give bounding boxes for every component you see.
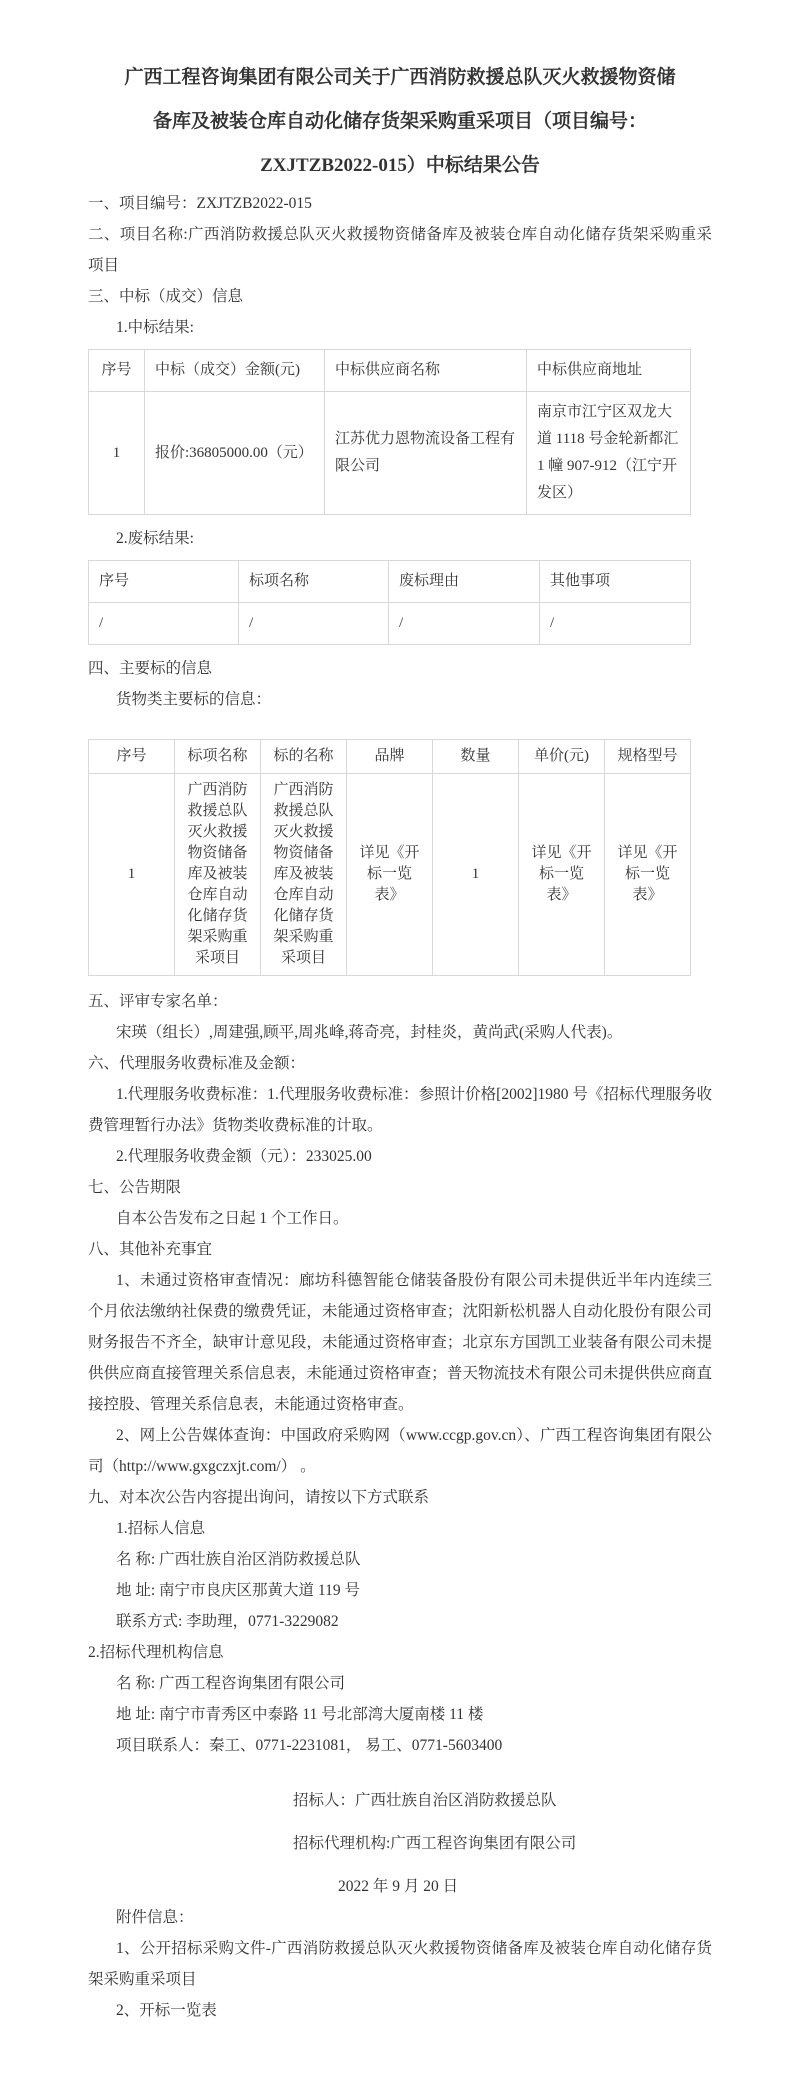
- section-other-heading: 八、其他补充事宜: [88, 1241, 213, 1258]
- goods-header-brand: 品牌: [347, 740, 433, 774]
- award-result-label: 1.中标结果:: [116, 319, 194, 336]
- table-row: [89, 603, 691, 645]
- award-cell-supplier: 江苏优力恩物流设备工程有限公司: [325, 392, 527, 515]
- other-item-qualification: 1、未通过资格审查情况：廊坊科德智能仓储装备股份有限公司未提供近半年内连续三个月依法缴纳社保费的缴费凭证，未能通过资格审查；沈阳新松机器人自动化股份有限公司财务报告不齐全，缺审计意见段，未能通过资格审查；北京东方国凯工业装备有限公司未提供供应商直接管理关系信息表，未能通过资格审查；普天物流技术有限公司未提供供应商直接控股、管理关系信息表，未能通过资格审查。: [88, 1272, 712, 1413]
- section-notice-period-heading: 七、公告期限: [88, 1179, 182, 1196]
- goods-cell-unit-price: 详见《开标一览表》: [519, 774, 605, 976]
- section-project-name: 二、项目名称:广西消防救援总队灭火救援物资储备库及被装仓库自动化储存货架采购重采项目: [88, 226, 712, 274]
- goods-cell-lot-name: 广西消防救援总队灭火救援物资储备库及被装仓库自动化储存货架采购重采项目: [175, 774, 261, 976]
- bidder-name: 名 称: 广西壮族自治区消防救援总队: [116, 1551, 361, 1568]
- rejected-header-other: 其他事项: [540, 561, 691, 603]
- agency-fee-standard: 1.代理服务收费标准：1.代理服务收费标准：参照计价格[2002]1980 号《招标代理服务收费管理暂行办法》货物类收费标准的计取。: [88, 1086, 712, 1134]
- award-result-table: [88, 349, 691, 515]
- bidder-info-label: 1.招标人信息: [116, 1520, 206, 1537]
- goods-header-spec: 规格型号: [605, 740, 691, 774]
- table-header-row: [89, 350, 691, 392]
- notice-period-text: 自本公告发布之日起 1 个工作日。: [116, 1210, 349, 1227]
- rejected-cell-item: /: [239, 603, 389, 645]
- attachment-item-1: 1、公开招标采购文件-广西消防救援总队灭火救援物资储备库及被装仓库自动化储存货架采购重采项目: [88, 1940, 712, 1988]
- attachment-item-2: 2、开标一览表: [116, 2002, 217, 2019]
- rejected-header-seq: 序号: [89, 561, 239, 603]
- signature-block: [88, 1785, 712, 1902]
- goods-cell-subject-name: 广西消防救援总队灭火救援物资储备库及被装仓库自动化储存货架采购重采项目: [261, 774, 347, 976]
- table-row: [89, 774, 691, 976]
- rejected-cell-seq: /: [89, 603, 239, 645]
- agency-fee-amount: 2.代理服务收费金额（元）：233025.00: [116, 1148, 372, 1165]
- rejected-result-table: [88, 560, 691, 645]
- award-cell-amount: 报价:36805000.00（元）: [145, 392, 325, 515]
- rejected-result-label: 2.废标结果:: [116, 530, 194, 547]
- table-row: [89, 392, 691, 515]
- goods-subject-label: 货物类主要标的信息：: [116, 691, 272, 708]
- section-experts-heading: 五、评审专家名单：: [88, 993, 228, 1010]
- section-award-info-heading: 三、中标（成交）信息: [88, 288, 244, 305]
- goods-header-quantity: 数量: [433, 740, 519, 774]
- goods-subject-table: [88, 739, 691, 976]
- award-header-supplier: 中标供应商名称: [325, 350, 527, 392]
- experts-list: 宋瑛（组长）,周建强,顾平,周兆峰,蒋奇亮，封桂炎，黄尚武(采购人代表)。: [116, 1024, 623, 1041]
- page-title: 广西工程咨询集团有限公司关于广西消防救援总队灭火救援物资储备库及被装仓库自动化储存货架采购重采项目（项目编号：ZXJTZB2022-015）中标结果公告: [124, 67, 676, 176]
- attachments-heading: 附件信息：: [116, 1909, 194, 1926]
- goods-header-lot-name: 标项名称: [175, 740, 261, 774]
- goods-cell-brand: 详见《开标一览表》: [347, 774, 433, 976]
- award-header-amount: 中标（成交）金额(元): [145, 350, 325, 392]
- section-main-subject-heading: 四、主要标的信息: [88, 660, 213, 677]
- award-cell-seq: 1: [89, 392, 145, 515]
- goods-cell-quantity: 1: [433, 774, 519, 976]
- goods-cell-seq: 1: [89, 774, 175, 976]
- rejected-cell-other: /: [540, 603, 691, 645]
- bidder-contact: 联系方式: 李助理，0771-3229082: [116, 1613, 339, 1630]
- rejected-header-reason: 废标理由: [389, 561, 540, 603]
- section-agency-fee-heading: 六、代理服务收费标准及金额：: [88, 1055, 306, 1072]
- goods-header-seq: 序号: [89, 740, 175, 774]
- award-header-address: 中标供应商地址: [527, 350, 691, 392]
- agency-name: 名 称: 广西工程咨询集团有限公司: [116, 1675, 346, 1692]
- goods-cell-spec: 详见《开标一览表》: [605, 774, 691, 976]
- award-cell-address: 南京市江宁区双龙大道 1118 号金轮新都汇 1 幢 907-912（江宁开发区）: [527, 392, 691, 515]
- agency-contact: 项目联系人：秦工、0771-2231081， 易工、0771-5603400: [116, 1737, 503, 1754]
- other-item-media: 2、网上公告媒体查询：中国政府采购网（www.ccgp.gov.cn）、广西工程咨询集团有限公司（http://www.gxgczxjt.com/） 。: [88, 1427, 712, 1475]
- bidder-address: 地 址: 南宁市良庆区那黄大道 119 号: [116, 1582, 360, 1599]
- table-header-row: [89, 561, 691, 603]
- goods-header-unit-price: 单价(元): [519, 740, 605, 774]
- section-project-number: 一、项目编号：ZXJTZB2022-015: [88, 195, 312, 212]
- signature-agency: 招标代理机构:广西工程咨询集团有限公司: [293, 1835, 577, 1852]
- agency-address: 地 址: 南宁市青秀区中泰路 11 号北部湾大厦南楼 11 楼: [116, 1706, 484, 1723]
- section-inquiry-heading: 九、对本次公告内容提出询问，请按以下方式联系: [88, 1489, 430, 1506]
- award-header-seq: 序号: [89, 350, 145, 392]
- table-header-row: [89, 740, 691, 774]
- rejected-cell-reason: /: [389, 603, 540, 645]
- agency-info-label: 2.招标代理机构信息: [88, 1644, 224, 1661]
- rejected-header-item: 标项名称: [239, 561, 389, 603]
- signature-date: 2022 年 9 月 20 日: [338, 1878, 459, 1895]
- goods-header-subject-name: 标的名称: [261, 740, 347, 774]
- signature-bidder: 招标人：广西壮族自治区消防救援总队: [293, 1792, 557, 1809]
